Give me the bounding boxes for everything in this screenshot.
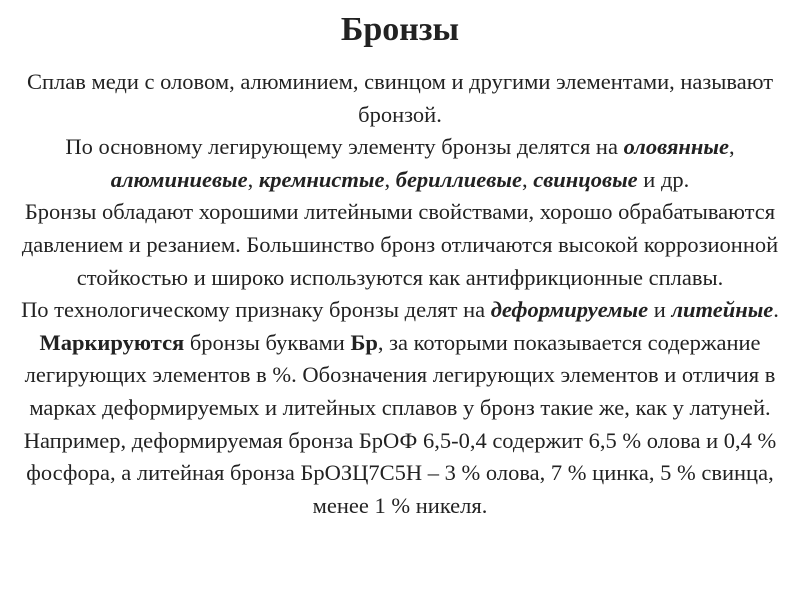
technology-lead: По технологическому признаку бронзы делят на (21, 297, 491, 323)
separator: , (384, 166, 396, 192)
paragraph-classification (12, 131, 788, 196)
term-wrought: деформируемые (490, 297, 649, 323)
paragraph-technology (12, 294, 788, 327)
technology-mid: и (648, 297, 672, 323)
term-silicon-bronze: кремнистые (258, 166, 385, 192)
paragraph-marking (12, 327, 788, 523)
separator: , (247, 166, 259, 192)
separator: , (729, 134, 735, 160)
page-title: Бронзы (340, 11, 460, 48)
term-aluminium-bronze: алюминиевые (110, 166, 248, 192)
term-br-prefix: Бр (350, 329, 378, 355)
classification-lead: По основному легирующему элементу бронзы делятся на (65, 134, 624, 160)
technology-tail: . (773, 297, 779, 323)
term-tin-bronze: оловянные (623, 134, 730, 160)
separator: , (521, 166, 534, 192)
properties-text: Бронзы обладают хорошими литейными свойствами, хорошо обрабатываются давлением и резанием. Большинство бронз отличаются высокой коррозионной стойкостью и широко используются как антифрикционные сплавы. (21, 199, 779, 290)
term-beryllium-bronze: бериллиевые (395, 166, 522, 192)
term-marking: Маркируются (39, 329, 185, 355)
classification-tail: и др. (637, 166, 690, 192)
definition-text: Сплав меди с оловом, алюминием, свинцом и другими элементами, называют бронзой. (26, 69, 774, 127)
marking-text-1: бронзы буквами (184, 329, 351, 355)
term-cast: литейные (671, 297, 774, 323)
term-lead-bronze: свинцовые (533, 166, 638, 192)
paragraph-definition (12, 66, 788, 131)
marking-text-2: , за которыми показывается содержание легирующих элементов в %. Обозначения легирующих элементов и отличия в марках деформируемых и литейных сплавов у бронз такие же, как у латуней. Например, деформируемая бронза БрОФ 6,5-0,4 содержит 6,5 % олова и 0,4 % фосфора, а литейная бронза БрОЗЦ7С5Н – 3 % олова, 7 % цинка, 5 % свинца, менее 1 % никеля. (23, 329, 777, 518)
paragraph-properties (12, 196, 788, 294)
slide-body (12, 66, 788, 522)
